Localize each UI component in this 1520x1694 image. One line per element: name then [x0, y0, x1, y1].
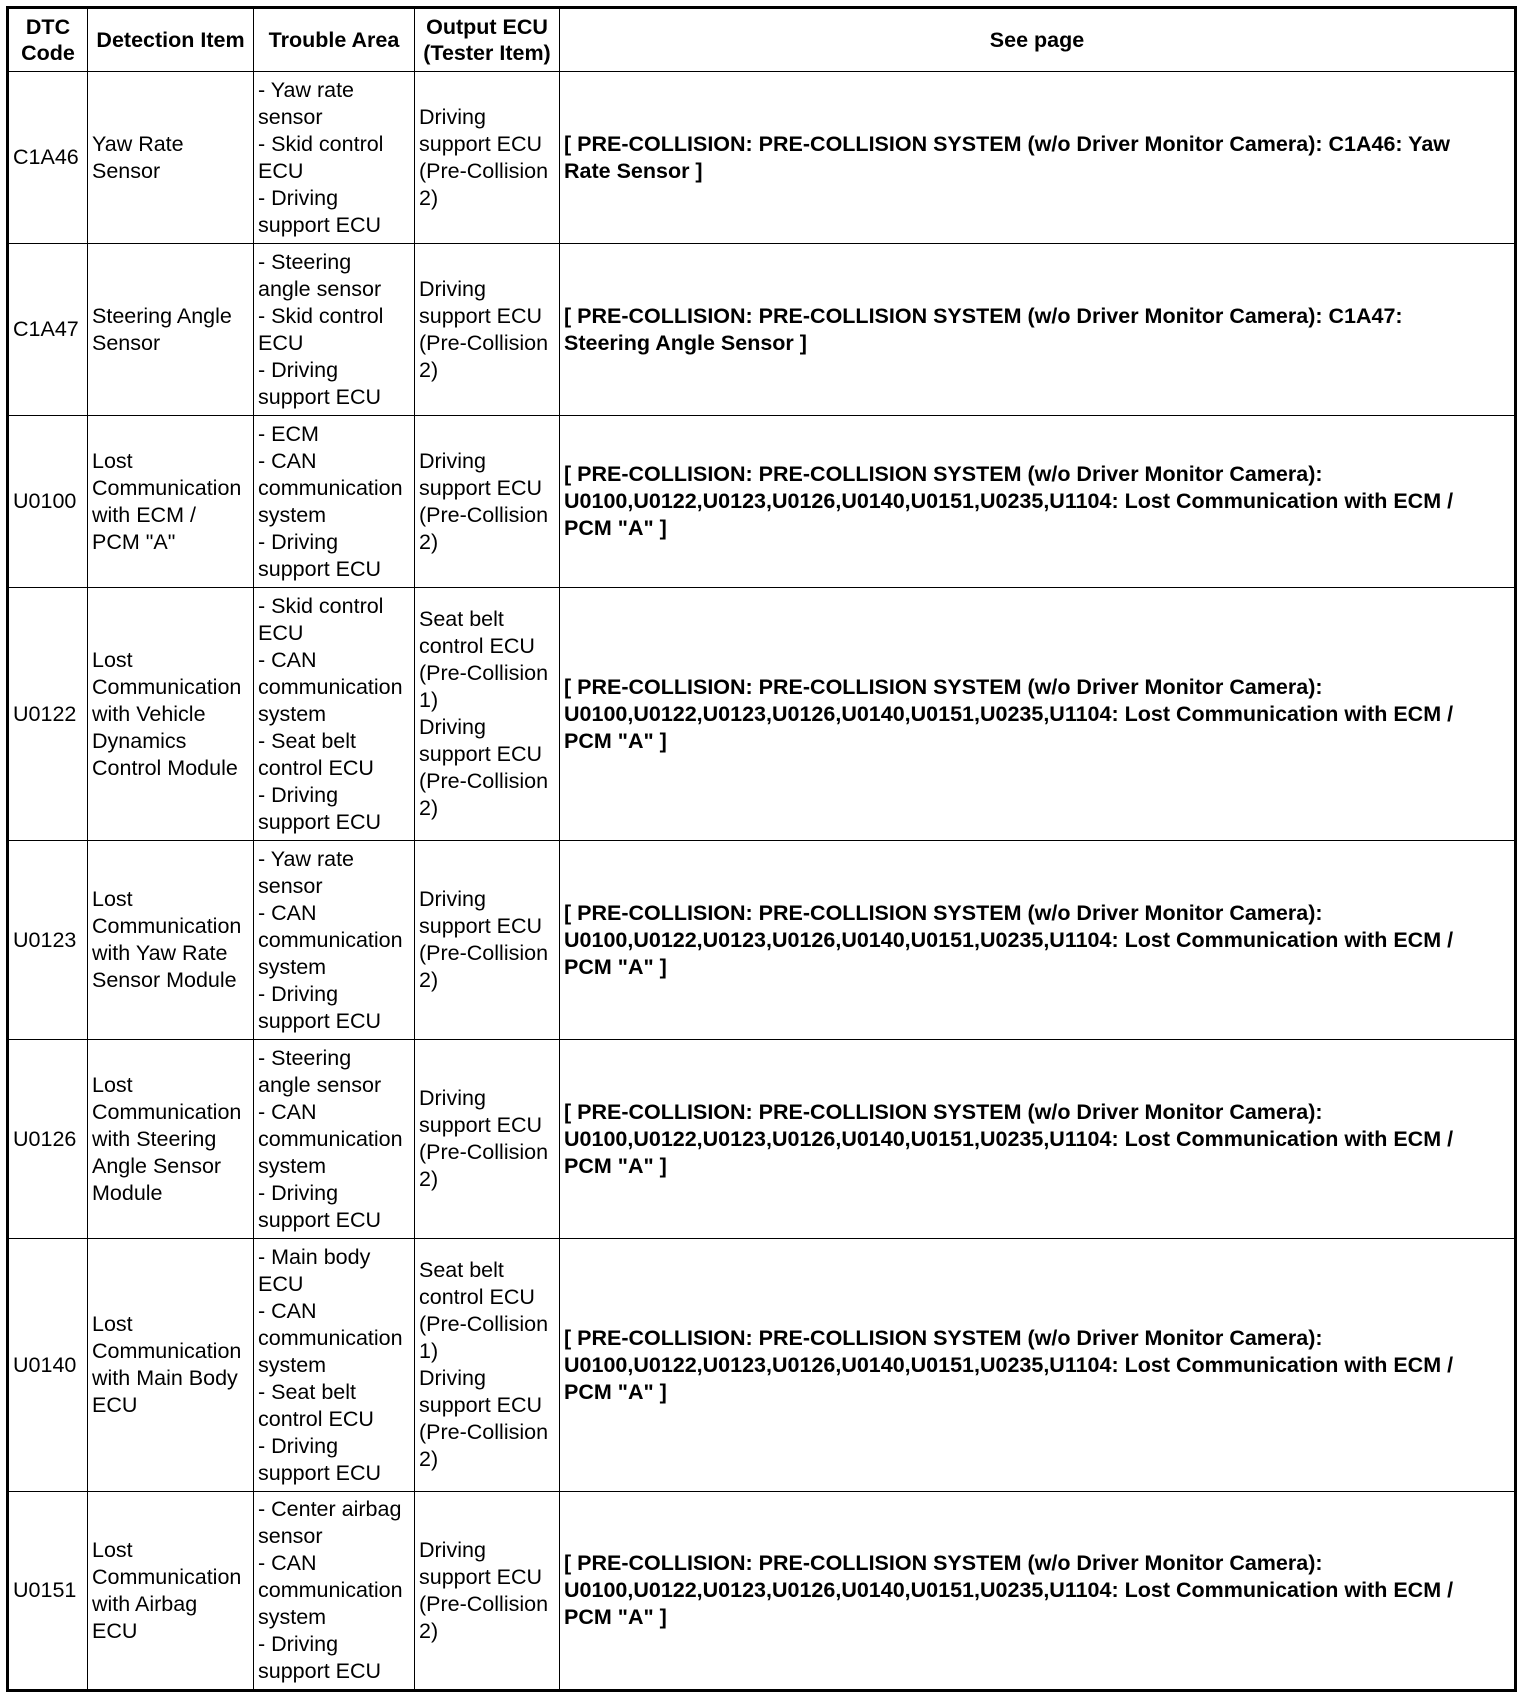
output-ecu-cell: Driving support ECU (Pre-Collision 2): [415, 1492, 560, 1691]
see-page-link[interactable]: [ PRE-COLLISION: PRE-COLLISION SYSTEM (w/o Driver Monitor Camera): U0100,U0122,U0123,U0126,U0140,U0151,U0235,U1104: Lost Communication with ECM / PCM "A" ]: [560, 1492, 1516, 1691]
output-ecu-cell: Seat belt control ECU (Pre-Collision 1) Driving support ECU (Pre-Collision 2): [415, 588, 560, 841]
detection-item-cell: Lost Communication with Airbag ECU: [88, 1492, 254, 1691]
table-row: [8, 244, 1516, 416]
header-trouble-area: Trouble Area: [254, 8, 415, 72]
output-ecu-cell: Driving support ECU (Pre-Collision 2): [415, 72, 560, 244]
table-row: [8, 72, 1516, 244]
detection-item-cell: Yaw Rate Sensor: [88, 72, 254, 244]
dtc-code-cell: U0140: [8, 1239, 88, 1492]
see-page-link[interactable]: [ PRE-COLLISION: PRE-COLLISION SYSTEM (w/o Driver Monitor Camera): U0100,U0122,U0123,U0126,U0140,U0151,U0235,U1104: Lost Communication with ECM / PCM "A" ]: [560, 1040, 1516, 1239]
detection-item-cell: Steering Angle Sensor: [88, 244, 254, 416]
table-row: [8, 841, 1516, 1040]
output-ecu-cell: Driving support ECU (Pre-Collision 2): [415, 244, 560, 416]
detection-item-cell: Lost Communication with Steering Angle Sensor Module: [88, 1040, 254, 1239]
detection-item-cell: Lost Communication with Yaw Rate Sensor Module: [88, 841, 254, 1040]
output-ecu-cell: Seat belt control ECU (Pre-Collision 1) Driving support ECU (Pre-Collision 2): [415, 1239, 560, 1492]
trouble-area-cell: - Yaw rate sensor - CAN communication system - Driving support ECU: [254, 841, 415, 1040]
see-page-link[interactable]: [ PRE-COLLISION: PRE-COLLISION SYSTEM (w/o Driver Monitor Camera): U0100,U0122,U0123,U0126,U0140,U0151,U0235,U1104: Lost Communication with ECM / PCM "A" ]: [560, 1239, 1516, 1492]
see-page-link[interactable]: [ PRE-COLLISION: PRE-COLLISION SYSTEM (w/o Driver Monitor Camera): C1A47: Steering Angle Sensor ]: [560, 244, 1516, 416]
see-page-link[interactable]: [ PRE-COLLISION: PRE-COLLISION SYSTEM (w/o Driver Monitor Camera): U0100,U0122,U0123,U0126,U0140,U0151,U0235,U1104: Lost Communication with ECM / PCM "A" ]: [560, 841, 1516, 1040]
trouble-area-cell: - Center airbag sensor - CAN communication system - Driving support ECU: [254, 1492, 415, 1691]
header-output-ecu: Output ECU (Tester Item): [415, 8, 560, 72]
table-row: [8, 1239, 1516, 1492]
trouble-area-cell: - ECM - CAN communication system - Driving support ECU: [254, 416, 415, 588]
see-page-link[interactable]: [ PRE-COLLISION: PRE-COLLISION SYSTEM (w/o Driver Monitor Camera): C1A46: Yaw Rate Sensor ]: [560, 72, 1516, 244]
table-row: [8, 1492, 1516, 1691]
detection-item-cell: Lost Communication with Vehicle Dynamics Control Module: [88, 588, 254, 841]
dtc-code-cell: C1A46: [8, 72, 88, 244]
output-ecu-cell: Driving support ECU (Pre-Collision 2): [415, 1040, 560, 1239]
dtc-code-cell: U0123: [8, 841, 88, 1040]
dtc-code-cell: U0100: [8, 416, 88, 588]
table-row: [8, 588, 1516, 841]
trouble-area-cell: - Yaw rate sensor - Skid control ECU - Driving support ECU: [254, 72, 415, 244]
table-row: [8, 416, 1516, 588]
trouble-area-cell: - Steering angle sensor - CAN communication system - Driving support ECU: [254, 1040, 415, 1239]
dtc-code-cell: U0122: [8, 588, 88, 841]
dtc-table: [6, 6, 1517, 1692]
see-page-link[interactable]: [ PRE-COLLISION: PRE-COLLISION SYSTEM (w/o Driver Monitor Camera): U0100,U0122,U0123,U0126,U0140,U0151,U0235,U1104: Lost Communication with ECM / PCM "A" ]: [560, 588, 1516, 841]
detection-item-cell: Lost Communication with ECM / PCM "A": [88, 416, 254, 588]
output-ecu-cell: Driving support ECU (Pre-Collision 2): [415, 841, 560, 1040]
dtc-table-container: [6, 6, 1517, 1692]
dtc-code-cell: C1A47: [8, 244, 88, 416]
detection-item-cell: Lost Communication with Main Body ECU: [88, 1239, 254, 1492]
trouble-area-cell: - Steering angle sensor - Skid control ECU - Driving support ECU: [254, 244, 415, 416]
output-ecu-cell: Driving support ECU (Pre-Collision 2): [415, 416, 560, 588]
header-row: [8, 8, 1516, 72]
trouble-area-cell: - Main body ECU - CAN communication system - Seat belt control ECU - Driving support ECU: [254, 1239, 415, 1492]
header-dtc-code: DTC Code: [8, 8, 88, 72]
header-detection-item: Detection Item: [88, 8, 254, 72]
dtc-code-cell: U0126: [8, 1040, 88, 1239]
header-see-page: See page: [560, 8, 1516, 72]
see-page-link[interactable]: [ PRE-COLLISION: PRE-COLLISION SYSTEM (w/o Driver Monitor Camera): U0100,U0122,U0123,U0126,U0140,U0151,U0235,U1104: Lost Communication with ECM / PCM "A" ]: [560, 416, 1516, 588]
dtc-code-cell: U0151: [8, 1492, 88, 1691]
table-row: [8, 1040, 1516, 1239]
trouble-area-cell: - Skid control ECU - CAN communication system - Seat belt control ECU - Driving support ECU: [254, 588, 415, 841]
